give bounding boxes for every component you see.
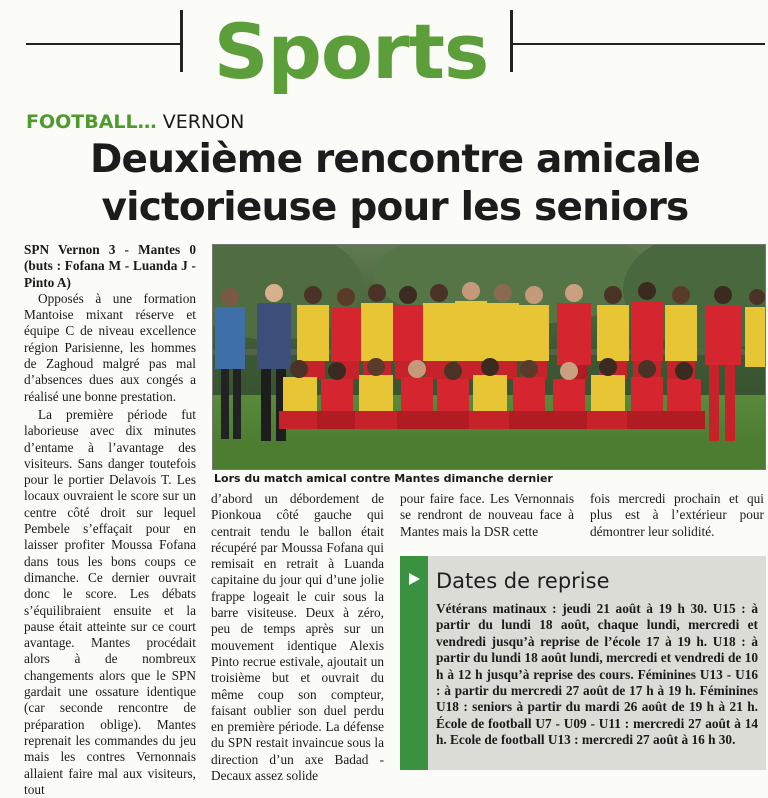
article-paragraph-4: pour faire face. Les Vernonnais se rendront de nouveau face à Mantes mais la DSR cette bbox=[400, 491, 574, 539]
dates-box-body: Vétérans matinaux : jeudi 21 août à 19 h 30. U15 : à partir du lundi 18 août, chaque lundi, mercredi et vendredi jusqu’à reprise de l’école 17 à 19 h. U18 : à partir du lundi 18 août lundi, mercredi et vendredi de 10 h à 12 h jusqu’à reprise des cours. Féminines U13 - U16 : à partir du mercredi 27 août de 17 h à 19 h. Féminines U18 : seniors à partir du mardi 26 août de 19 h à 21 h. École de football U7 - U09 - U11 : mercredi 27 août à 14 h. Ecole de football U13 : mercredi 27 août à 16 h 30. bbox=[436, 601, 758, 748]
masthead-bar-right bbox=[510, 10, 513, 72]
dates-box-title: Dates de reprise bbox=[436, 569, 610, 593]
photo-caption: Lors du match amical contre Mantes dimanche dernier bbox=[214, 472, 553, 485]
section-title: Sports bbox=[213, 7, 489, 96]
article-paragraph-5: fois mercredi prochain et qui plus est à l’extérieur pour démontrer leur solidité. bbox=[590, 491, 764, 539]
headline-line-2: victorieuse pour les seniors bbox=[101, 185, 689, 230]
front-row-players bbox=[279, 358, 705, 429]
article-paragraph-2: La première période fut laborieuse avec dix minutes d’entame à l’avantage des visiteurs. Sans danger toutefois pour le portier Delavois T. Les locaux ouvraient le score sur un centre côté droit sur lequel Pembele s’effaçait pour en laisser profiter Moussa Fofana dans tous les bons coups ce dimanche. Ce dernier ouvrait donc le score. Les débats s’équilibraient ensuite et la pause était atteinte sur ce court avantage. Mantes procédait alors à de nombreux changements alors que le SPN gardait une ossature identique (car seconde rencontre de préparation oblige). Mantes reprenait les commandes du jeu mais les contres Vernonnais allaient faire mal aux visiteurs, tout bbox=[24, 406, 196, 797]
article-paragraph-3: d’abord un débordement de Pionkoua côté gauche qui centrait tendu le ballon était récupéré par Moussa Fofana qui remisait en retrait à Luanda capitaine du jour qui d’une jolie frappe logeait le cuir sous la barre visiteuse. Deux à zéro, peu de temps après sur un mouvement identique Alexis Pinto recrue estivale, ajoutait un troisième but et ouvrait du même coup son compteur, faisant oublier son duel perdu en première période. La défense du SPN restait invaincue sous la direction d’un axe Badad - Decaux assez solide bbox=[211, 491, 384, 784]
article-column-3 bbox=[400, 491, 574, 540]
masthead-bar-left bbox=[180, 10, 183, 72]
headline-line-1: Deuxième rencontre amicale bbox=[89, 137, 701, 182]
dates-box bbox=[400, 556, 766, 770]
team-photo-image bbox=[213, 245, 765, 469]
article-lead: SPN Vernon 3 - Mantes 0 (buts : Fofana M - Luanda J - Pinto A) bbox=[24, 242, 196, 290]
article-column-4 bbox=[590, 491, 764, 540]
kicker-category: FOOTBALL… bbox=[26, 111, 157, 133]
headline bbox=[20, 136, 768, 232]
kicker bbox=[26, 110, 244, 134]
kicker-place: VERNON bbox=[162, 111, 245, 133]
masthead-rule-left bbox=[26, 43, 180, 45]
team-photo bbox=[212, 244, 766, 470]
triangle-arrow-icon bbox=[409, 573, 420, 585]
masthead-rule-right bbox=[513, 43, 765, 45]
dates-box-sidebar bbox=[400, 556, 428, 770]
article-column-1 bbox=[24, 242, 196, 798]
article-column-2 bbox=[211, 491, 384, 784]
article-paragraph-1: Opposés à une formation Mantoise mixant réserve et équipe C de niveau excellence région Parisienne, les hommes de Zaghoud malgré pas mal d’absences dues aux congés a réalisé une bonne prestation. bbox=[24, 290, 196, 404]
